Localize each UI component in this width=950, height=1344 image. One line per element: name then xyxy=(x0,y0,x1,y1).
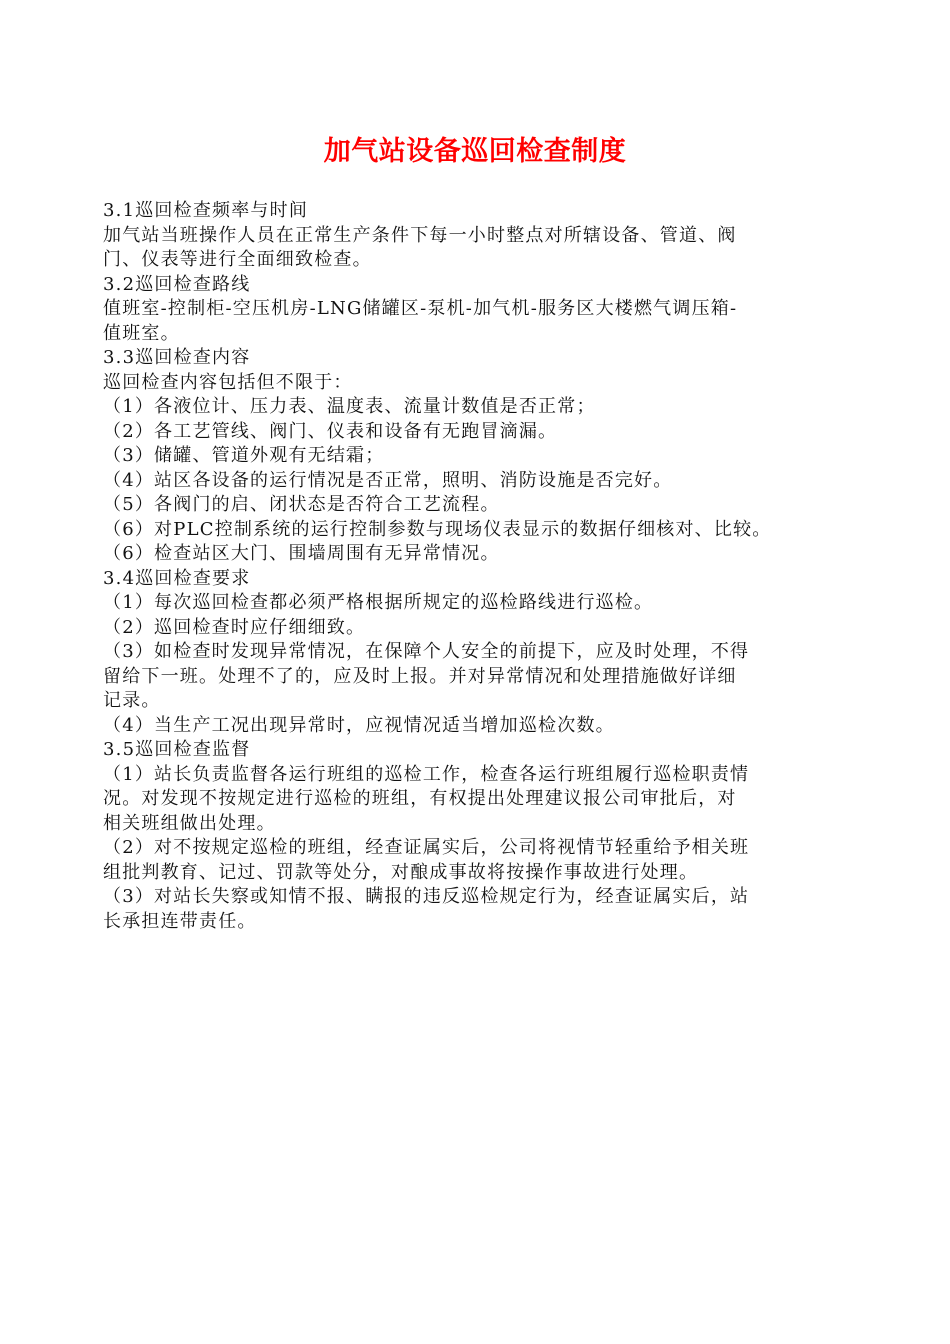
list-item: （4）站区各设备的运行情况是否正常，照明、消防设施是否完好。 xyxy=(103,469,673,491)
section-heading: 3.3巡回检查内容 xyxy=(103,347,251,368)
list-item: （1）每次巡回检查都必须严格根据所规定的巡检路线进行巡检。 xyxy=(103,592,654,613)
list-item: （2）各工艺管线、阀门、仪表和设备有无跑冒滴漏。 xyxy=(103,420,558,442)
list-item: （2）对不按规定巡检的班组，经查证属实后，公司将视情节轻重给予相关班 xyxy=(103,837,750,858)
list-item: （3）对站长失察或知情不报、瞒报的违反巡检规定行为，经查证属实后，站 xyxy=(103,886,750,907)
paragraph-line: 巡回检查内容包括但不限于： xyxy=(103,371,353,393)
paragraph-line: 加气站当班操作人员在正常生产条件下每一小时整点对所辖设备、管道、阀 xyxy=(103,224,737,246)
paragraph-line: 留给下一班。处理不了的，应及时上报。并对异常情况和处理措施做好详细 xyxy=(103,665,737,687)
paragraph-line: 相关班组做出处理。 xyxy=(103,812,276,834)
section-heading: 3.5巡回检查监督 xyxy=(103,739,251,760)
section-heading: 3.4巡回检查要求 xyxy=(103,567,251,589)
paragraph-line: 长承担连带责任。 xyxy=(103,910,257,932)
list-item: （4）当生产工况出现异常时，应视情况适当增加巡检次数。 xyxy=(103,714,615,736)
document-body xyxy=(103,199,863,934)
list-item: （6）检查站区大门、围墙周围有无异常情况。 xyxy=(103,543,500,564)
list-item: （3）储罐、管道外观有无结霜； xyxy=(103,445,385,466)
list-item: （5）各阀门的启、闭状态是否符合工艺流程。 xyxy=(103,494,500,515)
list-item: （2）巡回检查时应仔细细致。 xyxy=(103,616,366,638)
list-item: （3）如检查时发现异常情况，在保障个人安全的前提下，应及时处理，不得 xyxy=(103,641,750,662)
section-heading: 3.2巡回检查路线 xyxy=(103,273,251,295)
paragraph-line: 值班室。 xyxy=(103,322,180,344)
paragraph-line: 况。对发现不按规定进行巡检的班组，有权提出处理建议报公司审批后，对 xyxy=(103,788,737,809)
paragraph-line: 门、仪表等进行全面细致检查。 xyxy=(103,249,372,270)
list-item: （1）各液位计、压力表、温度表、流量计数值是否正常； xyxy=(103,396,596,417)
document-title: 加气站设备巡回检查制度 xyxy=(323,136,627,167)
list-item: （6）对PLC控制系统的运行控制参数与现场仪表显示的数据仔细核对、比较。 xyxy=(103,518,772,540)
section-heading: 3.1巡回检查频率与时间 xyxy=(103,200,309,221)
list-item: （1）站长负责监督各运行班组的巡检工作，检查各运行班组履行巡检职责情 xyxy=(103,763,750,785)
paragraph-line: 值班室-控制柜-空压机房-LNG储罐区-泵机-加气机-服务区大楼燃气调压箱- xyxy=(103,298,738,319)
paragraph-line: 记录。 xyxy=(103,690,161,711)
paragraph-line: 组批判教育、记过、罚款等处分，对酿成事故将按操作事故进行处理。 xyxy=(103,861,699,883)
